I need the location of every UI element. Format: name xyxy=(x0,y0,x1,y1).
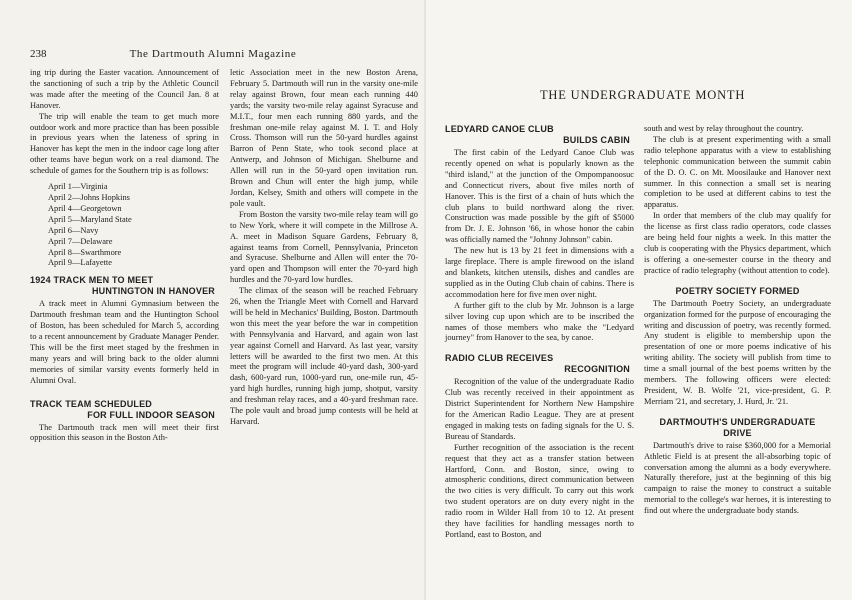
heading-line: DRIVE xyxy=(723,427,752,438)
section-heading xyxy=(30,275,219,297)
heading-line: 1924 TRACK MEN TO MEET xyxy=(30,275,154,286)
section-banner: THE UNDERGRADUATE MONTH xyxy=(540,88,746,102)
schedule-item: April 4—Georgetown xyxy=(48,203,122,213)
paragraph: From Boston the varsity two-mile relay team will go to New York, where it will compete in the Millrose A. A. meet in Madison Square Gardens, February 8, against teams from Cornell, Pennsylvania, Princeton and Syracuse. Shelburne and Allen will enter the 70-yard open and Thompson will enter the 70-yard high hurdles and the 70-yard low hurdles. xyxy=(230,209,418,285)
paragraph: Dartmouth's drive to raise $360,000 for a Memorial Athletic Field is at present the all-absorbing topic of conversation among the alumni as a body everywhere. Naturally therefore, just at the beginning of this big campaign to raise the money to construct a suitable memorial to the college's war heroes, it is interesting to find out where the undergraduate body stands. xyxy=(644,440,831,516)
schedule-item: April 8—Swarthmore xyxy=(48,247,122,257)
heading-line: HUNTINGTON IN HANOVER xyxy=(91,286,215,297)
section-heading xyxy=(30,399,219,421)
paragraph: Further recognition of the association is the recent request that they act as a transfer station between Hartford, Conn. and Boston, since, owing to atmospheric conditions, direct communication between the two cities is very difficult. To carry out this work two student operators are on duty every night in the radio room in Wilder Hall from 10 to 12. At present they have facilities for handling messages north to Portland, east to Boston, and xyxy=(445,442,634,539)
paragraph: In order that members of the club may qualify for the license as first class radio operators, code classes are being held four nights a week. In this matter the club is cooperating with the Physics department, which is offering a one-semester course in the theory and practice of radio telegraphy (without attention to code). xyxy=(644,211,831,275)
section-heading xyxy=(445,124,634,146)
right-column-2 xyxy=(644,124,831,517)
schedule-item: April 7—Delaware xyxy=(48,236,113,246)
schedule-item: April 6—Navy xyxy=(48,225,99,235)
paragraph: A track meet in Alumni Gymnasium between the Dartmouth freshman team and the Huntington School of Boston, has been scheduled for March 5, according to a recent announcement by Graduate Manager Pender. This will be the first meet staged by the freshmen in many years and will bring back to the older alumni memories of similar varsity events formerly held in Alumni Oval. xyxy=(30,299,219,385)
paragraph: The new hut is 13 by 21 feet in dimensions with a large fireplace. There is ample firewood on the island and blankets, kitchen utensils, dishes and candles are supplied as in the Outing Club chain of cabins. There is accommodation here for five men over night. xyxy=(445,246,634,299)
section-heading xyxy=(445,353,634,375)
paragraph: Recognition of the value of the undergraduate Radio Club was recently received in their appointment as District Superintendent for Northern New Hampshire for the American Radio League. They are at present engaged in making tests on fading signals for the U. S. Bureau of Standards. xyxy=(445,377,634,441)
schedule-item: April 1—Virginia xyxy=(48,182,108,192)
schedule-item: April 5—Maryland State xyxy=(48,214,132,224)
heading-line: DARTMOUTH'S UNDERGRADUATE xyxy=(659,416,816,427)
left-column-1 xyxy=(30,68,219,444)
heading-line: FOR FULL INDOOR SEASON xyxy=(87,409,215,420)
section-heading xyxy=(644,417,831,439)
paragraph: A further gift to the club by Mr. Johnson is a large silver loving cup upon which are to be inscribed the names of those members who make the "Ledyard journey" from Hanover to the sea, by canoe. xyxy=(445,300,634,343)
paragraph: The climax of the season will be reached February 26, when the Triangle Meet with Cornell and Harvard will be held in Mechanics' Building, Boston. Dartmouth won this meet the year before the war in competition with Pennsylvania and Harvard, and again won last year against Cornell and Harvard. As last year, varsity letters will be awarded to the first two men. At this meet the program will include 40-yard dash, 300-yard dash, 600-yard run, 1000-yard run, one-mile run, 45-yard high hurdles, running high jump, shotput, varsity and freshman relay races, and a 40-yard freshman race. The pole vault and broad jump contests will be held at Harvard. xyxy=(230,286,418,426)
page-number: 238 xyxy=(30,48,47,60)
heading-line: TRACK TEAM SCHEDULED xyxy=(30,398,152,409)
paragraph: The trip will enable the team to get much more outdoor work and more practice than has been possible in previous years when the lateness of spring in Hanover has kept the men in the indoor cage long after other teams have begun work on a real diamond. The schedule of games for the Southern trip is as follows: xyxy=(30,111,219,176)
paragraph: The first cabin of the Ledyard Canoe Club was recently opened on what is popularly known as the "third island," at the junction of the Ompompanoosuc and Connecticut rivers, about five miles north of Hanover. This is the first of a chain of huts which the club plans to build northward along the river. Construction was made possible by the gift of $5000 from Dr. J. E. Johnson '66, in whose honor the cabin was officially named the "Johnny Johnson" cabin. xyxy=(445,148,634,245)
section-heading: POETRY SOCIETY FORMED xyxy=(675,285,800,296)
paragraph: The Dartmouth Poetry Society, an undergraduate organization formed for the purpose of encouraging the writing and discussion of poetry, was recently formed. Any student is eligible to membership upon the presentation of one or more poems indicative of his writing ability. The society will publish from time to time a small journal of the best poems written by the members. The following officers were elected: President, W. B. Wolfe '21, vice-president, G. P. Merriam '21, and secretary, J. Hurd, Jr. '21. xyxy=(644,298,831,406)
heading-line: LEDYARD CANOE CLUB xyxy=(445,124,554,134)
paragraph: The Dartmouth track men will meet their first opposition this season in the Boston Ath- xyxy=(30,422,219,443)
heading-line: BUILDS CABIN xyxy=(563,135,630,145)
paragraph: south and west by relay throughout the country. xyxy=(644,124,804,133)
paragraph: ing trip during the Easter vacation. Announcement of the sanctioning of such a trip by the Athletic Council was made after the meeting of the Council Jan. 8 at Hanover. xyxy=(30,68,219,110)
heading-line: RADIO CLUB RECEIVES xyxy=(445,353,554,364)
paragraph: letic Association meet in the new Boston Arena, February 5. Dartmouth will run in the varsity one-mile relay against Brown, four mean each running 440 yards; the varsity two-mile relay against Syracuse and M.I.T., four men each running 880 yards, and the freshman one-mile relay against M. I. T. and Holy Cross. Thomson will run the 50-yard hurdles against Barron of Penn State, who took second place at Antwerp, and Johnson of Michigan. Shelburne and Allen will run in the 50-yard open invitation run. Brown and Chun will enter the high jump, while Jordan, Kelsey, Smith and others will compete in the pole vault. xyxy=(230,68,418,208)
game-schedule xyxy=(48,182,219,269)
right-column-1 xyxy=(445,124,634,541)
running-head: The Dartmouth Alumni Magazine xyxy=(129,48,297,60)
schedule-item: April 9—Lafayette xyxy=(48,258,112,268)
left-column-2 xyxy=(230,68,418,428)
paragraph: The club is at present experimenting with a small radio telephone apparatus with a view to establishing telephonic communication between the summit cabin of the D. O. C. on Mt. Moosilauke and Hanover next summer. In this connection a small set is nearing completion to be used at different cabins to test the apparatus. xyxy=(644,134,831,210)
schedule-item: April 2—Johns Hopkins xyxy=(48,192,130,202)
heading-line: RECOGNITION xyxy=(564,364,630,375)
